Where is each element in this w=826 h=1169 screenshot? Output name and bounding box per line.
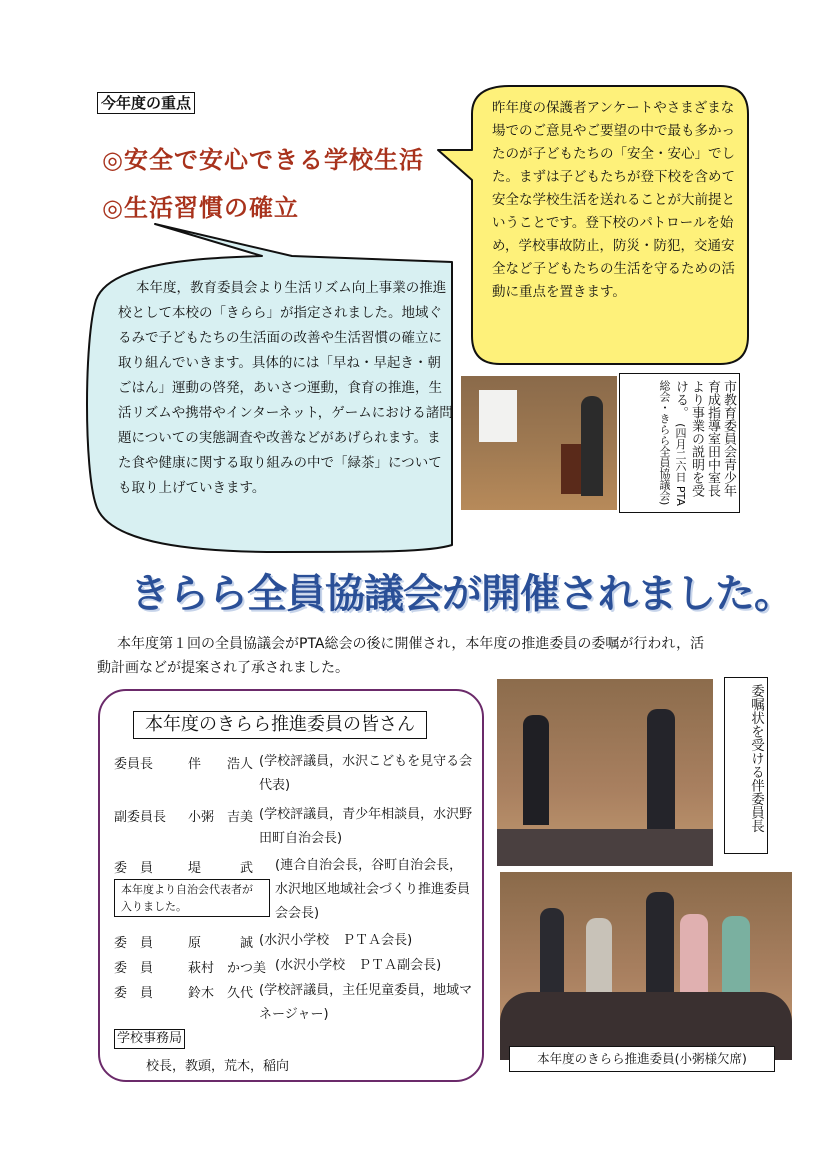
person-figure <box>523 715 549 825</box>
presentation-caption <box>619 373 740 513</box>
left-bubble-text: 本年度，教育委員会より生活リズム向上事業の推進校として本校の「きらら」が指定されました。地域ぐるみで子どもたちの生活面の改善や生活習慣の確立に取り組んでいきます。具体的には「早ね・早起き・朝ごはん」運動の啓発，あいさつ運動，食育の推進，生活リズムや携帯やインターネット，ゲームにおける諸問題についての実態調査や改善などがあげられます。また食や健康に関する取り組みの中で「緑茶」についても取り上げていきます。 <box>118 280 453 496</box>
projection-screen <box>479 390 517 442</box>
focus-label: 今年度の重点 <box>97 92 195 114</box>
member-role: 委 員 <box>114 961 154 976</box>
presentation-photo <box>461 376 617 510</box>
focus-item-habits: ◎生活習慣の確立 <box>102 194 299 222</box>
members-title: 本年度のきらら推進委員の皆さん <box>133 711 427 739</box>
member-name: 鈴木 久代 <box>188 986 254 1001</box>
member-name: 原 誠 <box>188 936 254 951</box>
presentation-caption-main: 市教育委員会青少年育成指導室田中室長より事業の説明を受ける。 <box>673 380 736 497</box>
note-box: 本年度より自治会代表者が入りました。 <box>114 879 270 917</box>
right-bubble-text: 昨年度の保護者アンケートやさまざまな場でのご意見やご要望の中で最も多かったのが子どもたちの「安全・安心」でした。まずは子どもたちが登下校を含めて安全な学校生活を送れることが大前提ということです。登下校のパトロールを始め，学校事故防止，防災・防犯，交通安全など子どもたちの生活を守るための活動に重点を置きます。 <box>492 100 735 300</box>
member-desc: (学校評議員，青少年相談員，水沢野田町自治会長) <box>259 807 473 846</box>
seated-audience <box>497 829 713 866</box>
person-figure <box>646 892 674 1002</box>
office-label: 学校事務局 <box>114 1029 185 1049</box>
member-role: 委 員 <box>114 936 154 951</box>
member-name: 萩村 かつ美 <box>188 961 267 976</box>
member-role: 副委員長 <box>114 810 167 825</box>
member-name: 堤 武 <box>188 861 254 876</box>
committee-caption: 本年度のきらら推進委員(小粥様欠席) <box>509 1046 775 1072</box>
committee-photo <box>500 872 792 1060</box>
member-desc: (学校評議員，水沢こどもを見守る会代表) <box>259 754 473 793</box>
person-figure <box>586 918 612 1002</box>
member-name: 伴 浩人 <box>188 757 254 772</box>
member-role: 委 員 <box>114 986 154 1001</box>
speaker-figure <box>581 396 603 496</box>
member-desc: (水沢小学校 ＰＴＡ会長) <box>259 933 413 948</box>
person-figure <box>647 709 675 829</box>
member-name: 小粥 吉美 <box>188 810 254 825</box>
member-role: 委員長 <box>114 757 154 772</box>
person-figure <box>540 908 564 998</box>
member-desc: (連合自治会長，谷町自治会長，水沢地区地域社会づくり推進委員会会長) <box>275 858 471 921</box>
meeting-banner: きらら全員協議会が開催されました。 <box>130 571 793 617</box>
podium <box>561 444 581 494</box>
commission-photo <box>497 679 713 866</box>
member-desc: (水沢小学校 ＰＴＡ副会長) <box>275 958 442 973</box>
commission-caption: 委嘱状を受ける伴委員長 <box>724 677 768 854</box>
member-role: 委 員 <box>114 861 154 876</box>
member-desc: (学校評議員，主任児童委員，地域マネージャー) <box>259 983 473 1022</box>
focus-item-safety: ◎安全で安心できる学校生活 <box>102 146 424 174</box>
office-staff: 校長，教頭，荒木，稲向 <box>146 1059 290 1074</box>
intro-paragraph: 本年度第１回の全員協議会がPTA総会の後に開催され，本年度の推進委員の委嘱が行われ，活動計画などが提案され了承されました。 <box>97 636 705 676</box>
presentation-caption-sub: (四月二六日 PTA総会・きらら全員協議会) <box>658 380 687 506</box>
